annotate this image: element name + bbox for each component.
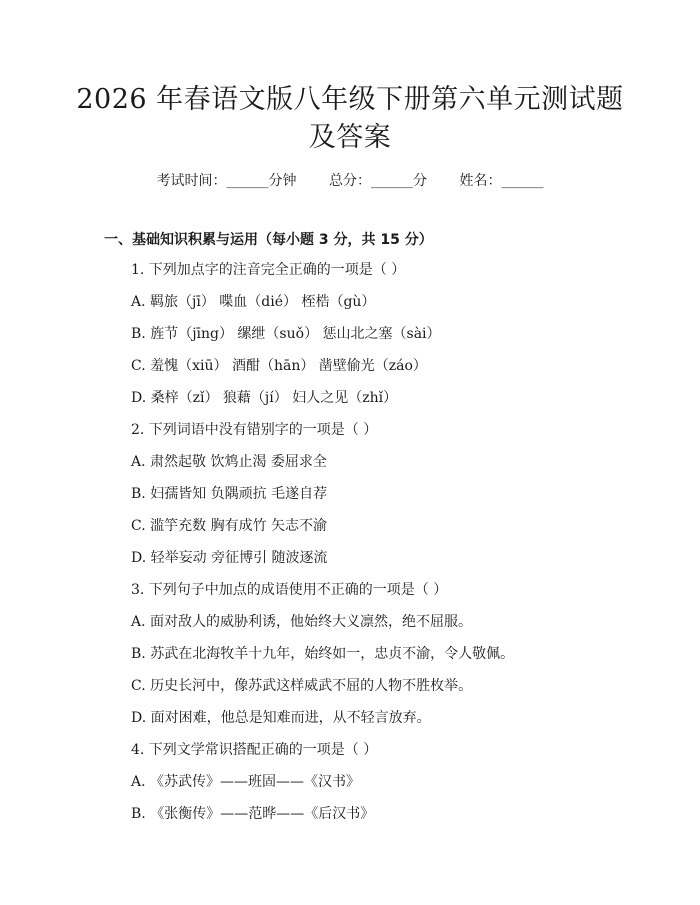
question-1-option-c: C. 羞愧（xiū） 酒酣（hān） 凿壁偷光（záo） <box>131 358 427 374</box>
question-4-option-b: B. 《张衡传》——范晔——《后汉书》 <box>131 806 375 822</box>
total-score: 总分：______分 <box>329 173 427 189</box>
question-4-stem: 4. 下列文学常识搭配正确的一项是（ ） <box>131 742 378 758</box>
question-1-stem: 1. 下列加点字的注音完全正确的一项是（ ） <box>131 262 406 278</box>
question-3-option-a: A. 面对敌人的威胁利诱，他始终大义凛然，绝不屈服。 <box>131 614 473 630</box>
question-3-stem: 3. 下列句子中加点的成语使用不正确的一项是（ ） <box>131 582 448 598</box>
question-1-option-a: A. 羁旅（jī） 喋血（dié） 桎梏（gù） <box>131 294 376 310</box>
question-3-option-d: D. 面对困难，他总是知难而进，从不轻言放弃。 <box>131 710 431 726</box>
question-2-option-c: C. 滥竽充数 胸有成竹 矢志不渝 <box>131 518 328 534</box>
question-3-option-b: B. 苏武在北海牧羊十九年，始终如一，忠贞不渝，令人敬佩。 <box>131 646 515 662</box>
question-2-stem: 2. 下列词语中没有错别字的一项是（ ） <box>131 422 378 438</box>
question-1-option-b: B. 旌节（jīng） 缧绁（suǒ） 惩山北之塞（sài） <box>131 326 441 342</box>
page-title: 2026 年春语文版八年级下册第六单元测试题 <box>76 84 624 115</box>
question-2-option-b: B. 妇孺皆知 负隅顽抗 毛遂自荐 <box>131 486 328 502</box>
student-name: 姓名：______ <box>459 173 544 189</box>
question-2-option-a: A. 肃然起敬 饮鸩止渴 委屈求全 <box>131 454 327 470</box>
exam-time: 考试时间：______分钟 <box>156 173 297 189</box>
section-heading: 一、基础知识积累与运用（每小题 3 分，共 15 分） <box>104 232 433 248</box>
question-3-option-c: C. 历史长河中，像苏武这样威武不屈的人物不胜枚举。 <box>131 678 473 694</box>
question-2-option-d: D. 轻举妄动 旁征博引 随波逐流 <box>131 550 328 566</box>
page-title-line2: 及答案 <box>308 122 392 153</box>
question-1-option-d: D. 桑梓（zǐ） 狼藉（jí） 妇人之见（zhǐ） <box>131 390 398 406</box>
exam-info <box>0 170 700 190</box>
question-4-option-a: A. 《苏武传》——班固——《汉书》 <box>131 774 361 790</box>
